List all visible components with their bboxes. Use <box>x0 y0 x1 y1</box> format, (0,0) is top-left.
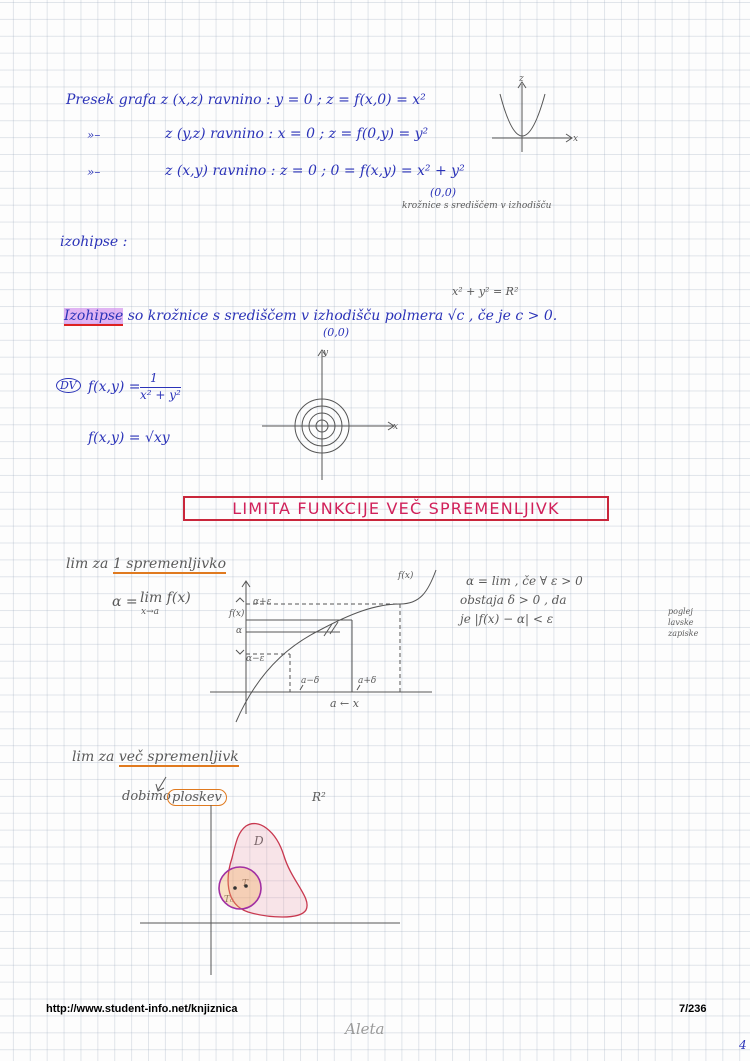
side-note: poglej lavske zapiske <box>668 607 699 638</box>
f1-denominator: x² + y² <box>140 388 181 402</box>
dv-badge: DV <box>56 378 81 393</box>
graph-alpha: α <box>236 626 243 636</box>
limit-function-curve <box>236 570 436 722</box>
axis-x-label-1: x <box>573 134 579 144</box>
lim-fx: lim f(x) <box>140 590 191 606</box>
origin-label: (0,0) <box>323 326 350 339</box>
r2-label: R² <box>312 790 326 804</box>
ploskev-circled: ploskev <box>167 789 227 806</box>
graph-fx-label: f(x) <box>398 571 414 581</box>
definition-line-2: obstaja δ > 0 , da <box>460 593 567 607</box>
point-t <box>244 884 248 888</box>
delta-brackets <box>300 685 360 690</box>
izohipse-rest: so krožnice s središčem v izhodišču polmera √c , če je c > 0. <box>127 308 558 324</box>
circle-note: krožnice s središčem v izhodišču <box>402 201 552 211</box>
origin-subnote: (0,0) <box>430 186 457 199</box>
line-presek-xz: Presek grafa z (x,z) ravnino : y = 0 ; z = f(x,0) = x² <box>66 92 426 108</box>
graph-fx-tick: f(x) <box>229 609 245 619</box>
section-title: LIMITA FUNKCIJE VEČ SPREMENLJIVK <box>183 496 609 521</box>
graph-a-plus-delta: a+δ <box>358 676 377 686</box>
footer-url[interactable]: http://www.student-info.net/knjiznica <box>46 1003 238 1015</box>
signature: Aleta <box>345 1020 385 1038</box>
level-curves-plot <box>262 350 394 480</box>
lim-subscript: x→a <box>141 607 159 617</box>
point-t0 <box>233 886 237 890</box>
f2-formula: f(x,y) = √xy <box>88 430 170 446</box>
lim-multi-var-pre: lim za <box>72 749 119 765</box>
region-plot <box>140 777 400 975</box>
lim-one-var-pre: lim za <box>66 556 113 572</box>
axis-y-label: y <box>323 348 329 358</box>
eps-up-arrow <box>236 598 244 602</box>
neighbourhood-circle <box>219 867 261 909</box>
limit-graph <box>210 570 436 722</box>
izohipse-heading: izohipse : <box>60 234 128 250</box>
graph-alpha-minus-eps: α−ε <box>246 654 265 664</box>
graph-a-minus-delta: a−δ <box>301 676 320 686</box>
ditto-mark-1: »– <box>87 128 101 142</box>
alpha-equals: α = <box>112 594 138 610</box>
dobimo-label: dobimo <box>122 789 171 804</box>
line-presek-yz: z (y,z) ravnino : x = 0 ; z = f(0,y) = y² <box>165 126 429 142</box>
ditto-mark-2: »– <box>87 165 101 179</box>
f1-left: f(x,y) = <box>88 379 141 395</box>
axis-z-label: z <box>519 74 524 84</box>
circle-equation: x² + y² = R² <box>452 285 519 298</box>
axis-x-label-2: x <box>393 422 399 432</box>
corner-page-number: 4 <box>739 1038 747 1052</box>
limit-dashes <box>246 604 400 692</box>
graph-alpha-plus-eps: α+ε <box>253 597 272 607</box>
definition-line-3: je |f(x) − α| < ε <box>460 612 554 626</box>
graph-a-arrow-x: a ← x <box>330 697 359 710</box>
dobimo-arrow-line <box>158 777 166 790</box>
lim-one-var-underlined: 1 spremenljivko <box>112 556 227 572</box>
definition-line-1: α = lim , če ∀ ε > 0 <box>466 574 583 588</box>
f1-numerator: 1 <box>150 371 158 385</box>
eps-down-arrow <box>236 650 244 654</box>
parabola-sketch <box>492 82 572 152</box>
footer-page-number: 7/236 <box>679 1003 707 1015</box>
lim-multi-var-underlined: več spremenljivk <box>118 749 239 765</box>
line-presek-xy: z (x,y) ravnino : z = 0 ; 0 = f(x,y) = x² + y² <box>165 163 465 179</box>
izohipse-highlight: Izohipse <box>64 308 124 324</box>
